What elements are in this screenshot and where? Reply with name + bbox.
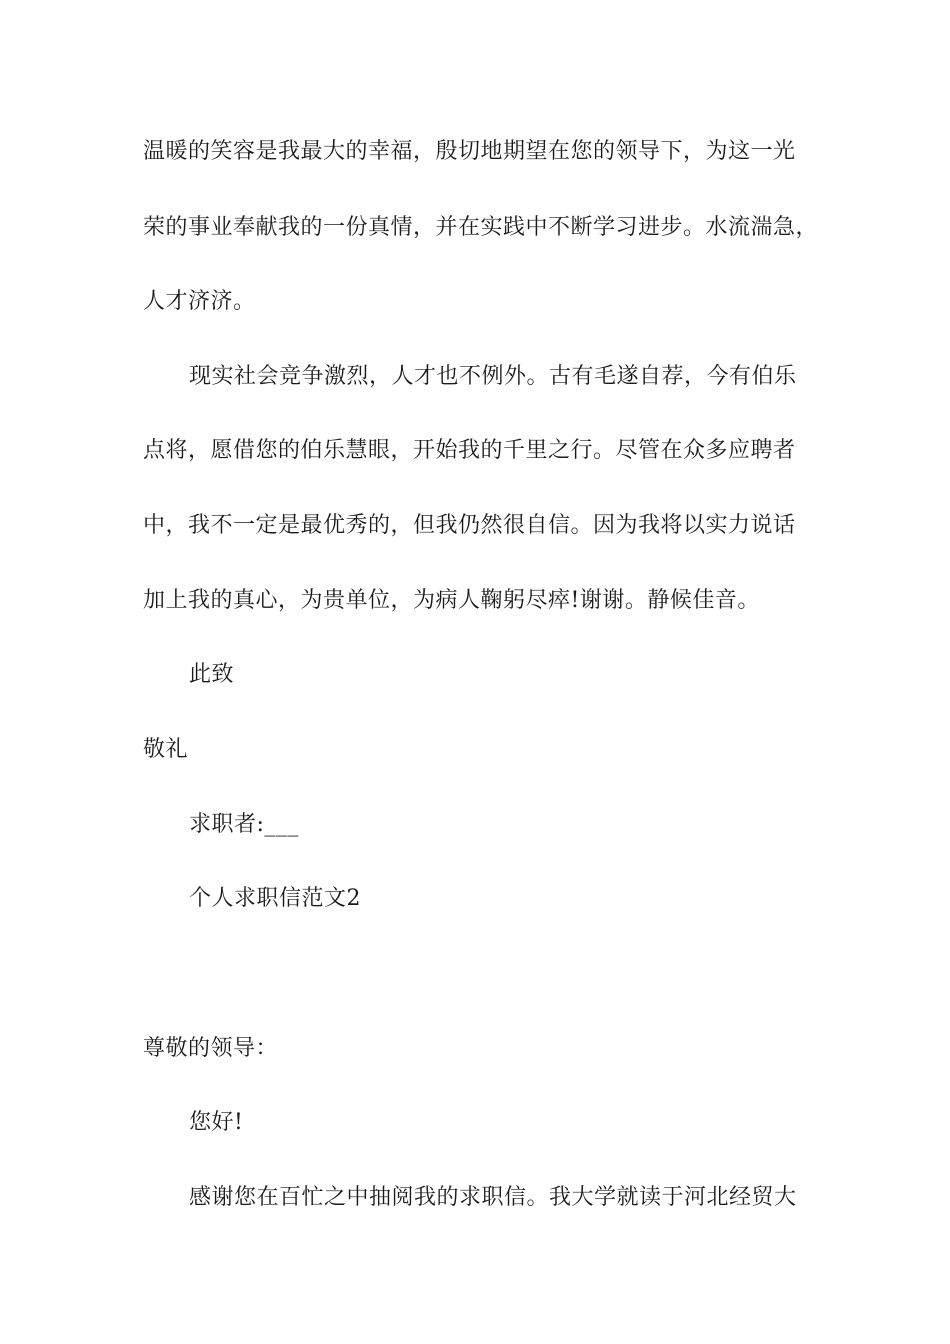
greeting-line: 您好! <box>189 1110 244 1135</box>
closing-regards: 敬礼 <box>143 737 189 762</box>
body-text-line: 荣的事业奉献我的一份真情，并在实践中不断学习进步。水流湍急， <box>143 215 819 240</box>
body-text-line: 加上我的真心，为贵单位，为病人鞠躬尽瘁!谢谢。静候佳音。 <box>143 588 760 613</box>
body-text-line: 温暖的笑容是我最大的幸福，殷切地期望在您的领导下，为这一光 <box>143 139 796 164</box>
section-heading: 个人求职信范文2 <box>189 886 361 911</box>
paragraph-start-line: 感谢您在百忙之中抽阅我的求职信。我大学就读于河北经贸大 <box>189 1185 797 1210</box>
body-text-line: 点将，愿借您的伯乐慧眼，开始我的千里之行。尽管在众多应聘者 <box>143 438 796 463</box>
body-text-line: 中，我不一定是最优秀的，但我仍然很自信。因为我将以实力说话 <box>143 513 796 538</box>
signature-line: 求职者:___ <box>189 812 299 837</box>
letter-salutation: 尊敬的领导： <box>143 1036 279 1061</box>
body-text-line: 人才济济。 <box>143 289 256 314</box>
closing-salutation: 此致 <box>189 662 235 687</box>
paragraph-start-line: 现实社会竞争激烈，人才也不例外。古有毛遂自荐，今有伯乐 <box>189 364 797 389</box>
